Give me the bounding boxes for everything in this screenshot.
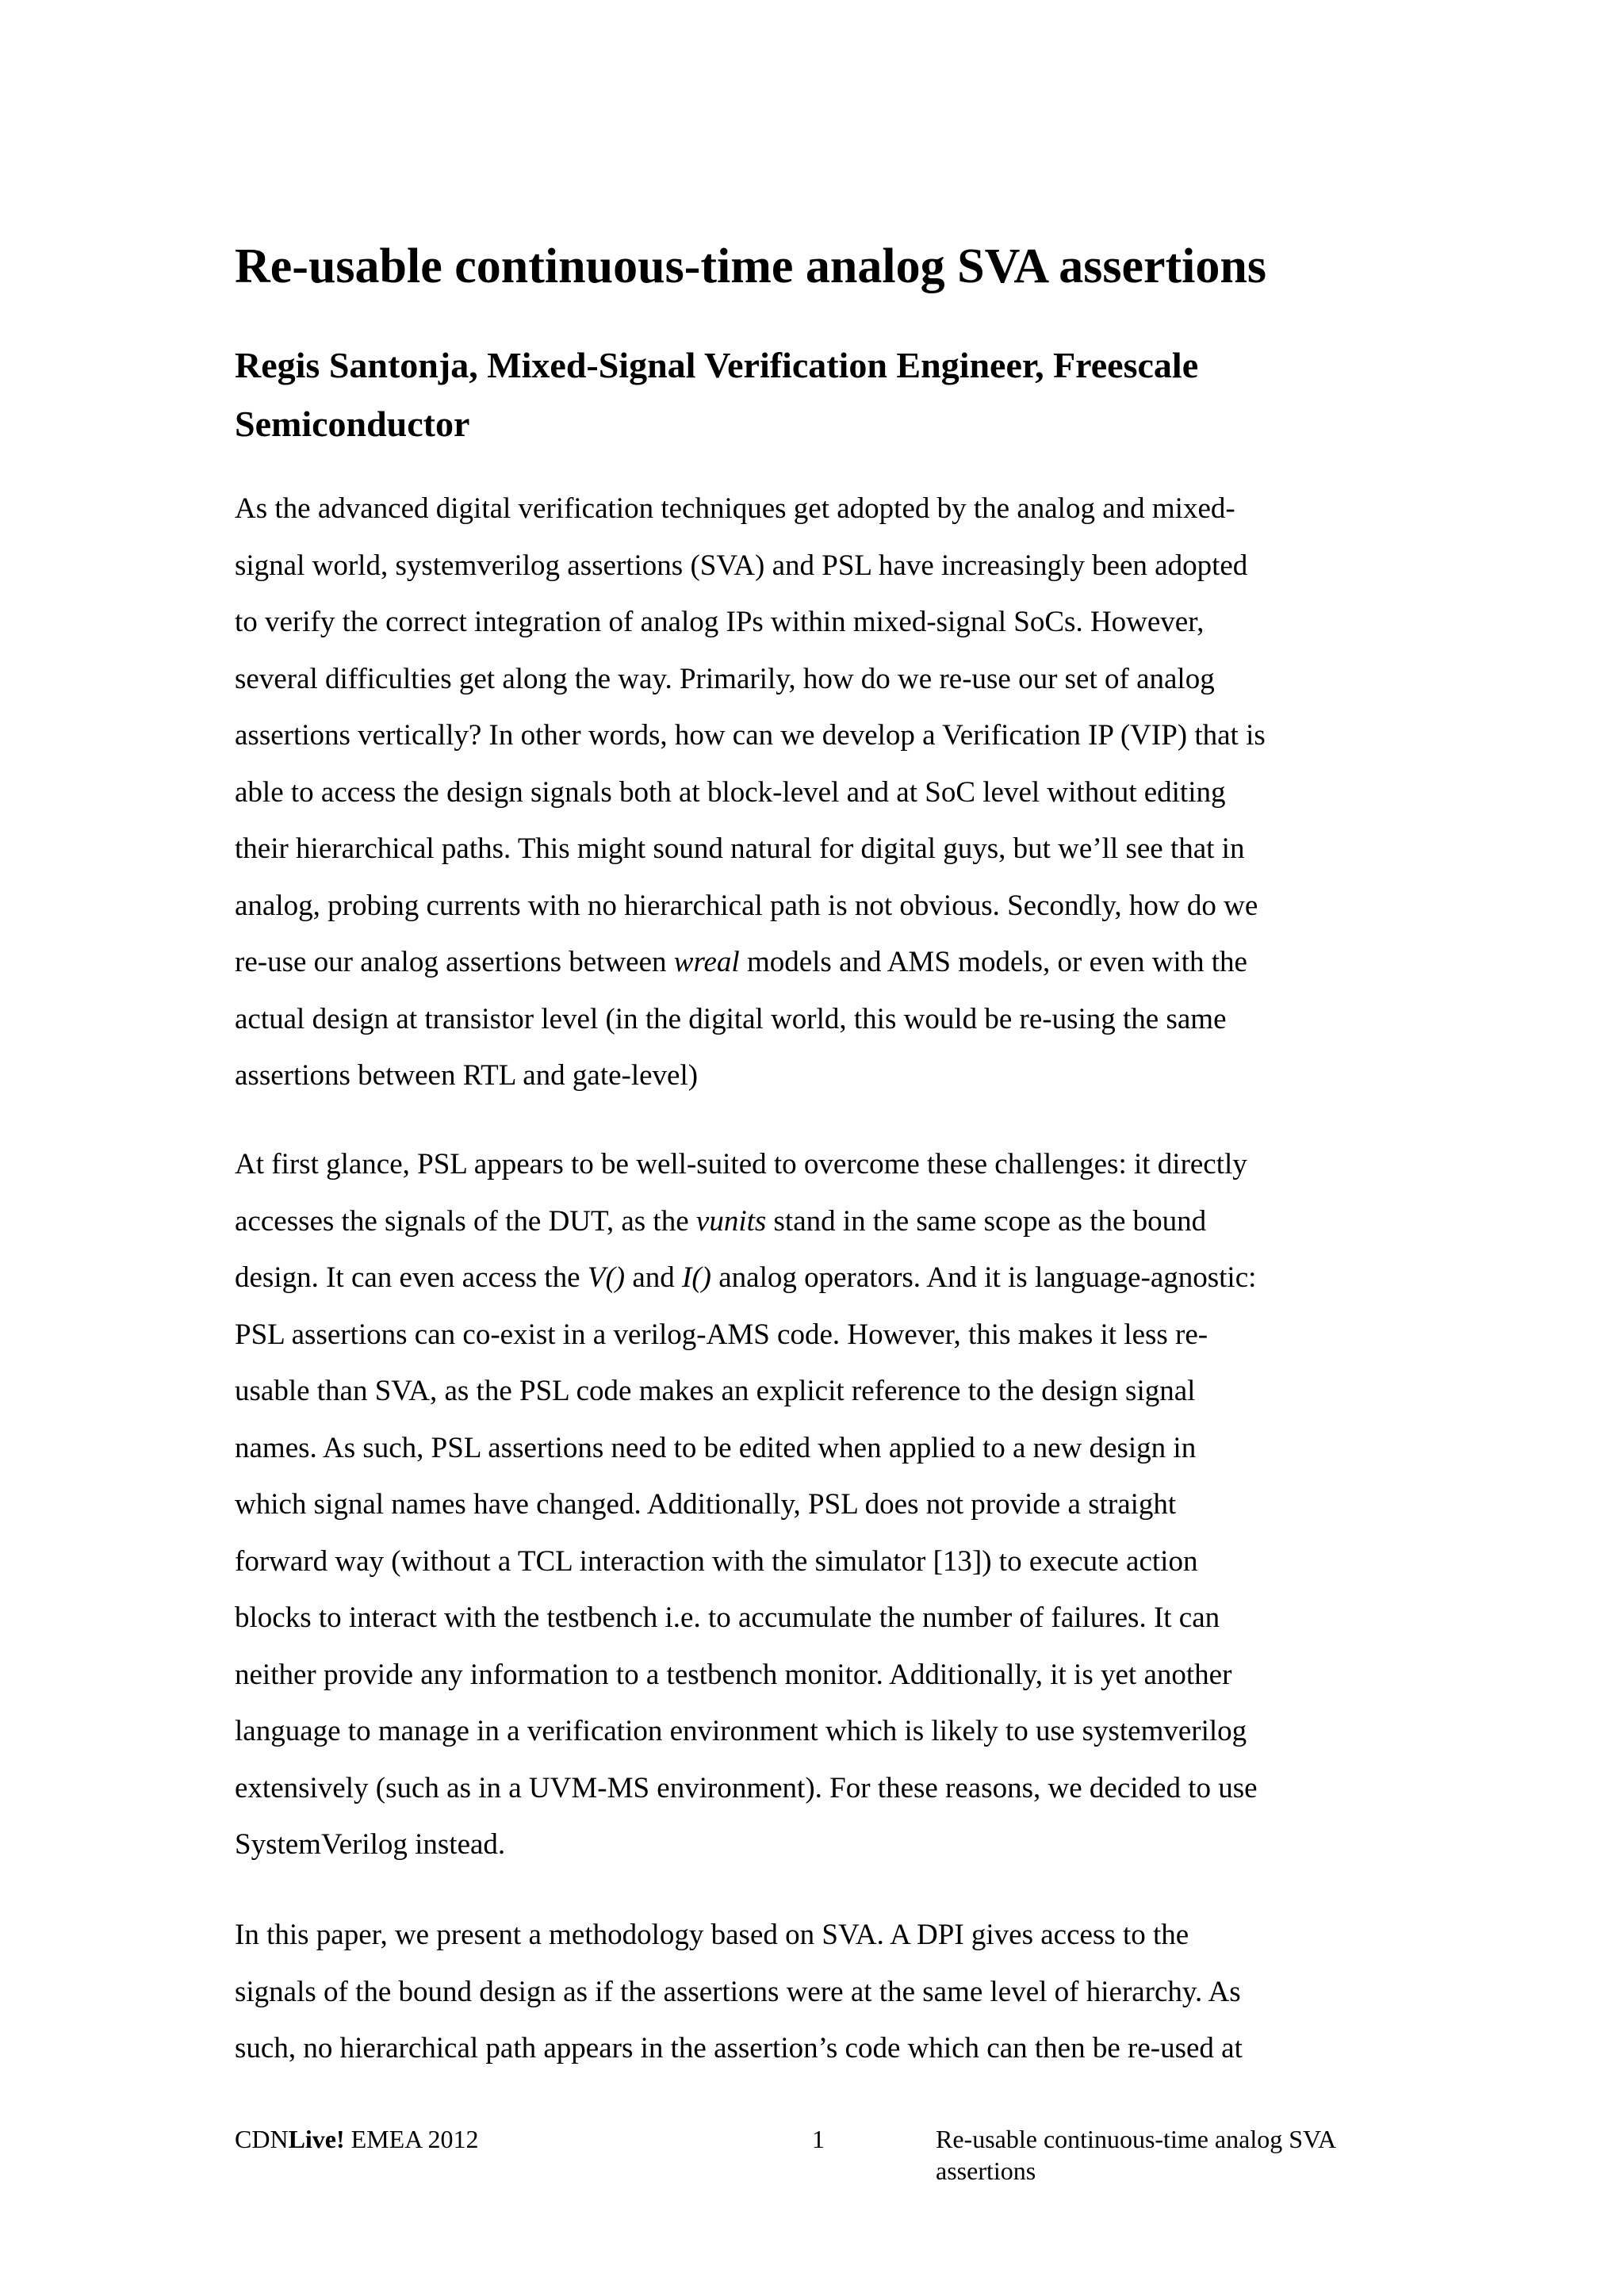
text-segment: several difficulties get along the way. Primarily, how do we re-use our set of analog (235, 662, 1215, 695)
text-segment: As the advanced digital verification techniques get adopted by the analog and mixed- (235, 492, 1235, 525)
text-segment: signal world, systemverilog assertions (SVA) and PSL have increasingly been adopted (235, 549, 1248, 582)
text-segment: forward way (without a TCL interaction with the simulator [13]) to execute action (235, 1544, 1198, 1578)
footer-conf-suffix: EMEA 2012 (344, 2125, 479, 2153)
text-segment: SystemVerilog instead. (235, 1828, 506, 1861)
footer-running-title: Re-usable continuous-time analog SVA assertions (936, 2125, 1335, 2185)
text-line (235, 1590, 1408, 1647)
text-segment: neither provide any information to a testbench monitor. Additionally, it is yet another (235, 1658, 1232, 1691)
text-line (235, 1363, 1408, 1420)
text-line (235, 1193, 1408, 1250)
text-segment: extensively (such as in a UVM-MS environment). For these reasons, we decided to use (235, 1771, 1258, 1804)
text-line (235, 1249, 1408, 1307)
text-line (235, 1760, 1408, 1817)
text-line (235, 1703, 1408, 1760)
paragraph-2 (235, 1136, 1408, 1873)
text-line (235, 1476, 1408, 1533)
footer-conference (235, 2123, 479, 2155)
text-segment: PSL assertions can co-exist in a verilog-AMS code. However, this makes it less re- (235, 1318, 1208, 1351)
text-line (235, 821, 1408, 878)
text-line (235, 934, 1408, 991)
text-segment: language to manage in a verification environment which is likely to use systemverilog (235, 1715, 1247, 1747)
italic-term: V() (587, 1261, 626, 1294)
text-segment: At first glance, PSL appears to be well-suited to overcome these challenges: it directly (235, 1148, 1247, 1181)
text-segment: assertions between RTL and gate-level) (235, 1059, 699, 1092)
text-line (235, 1533, 1408, 1590)
text-line (235, 1136, 1408, 1193)
text-line (235, 1307, 1408, 1364)
italic-term: I() (682, 1261, 711, 1294)
text-segment: assertions vertically? In other words, how can we develop a Verification IP (VIP) that is (235, 719, 1266, 752)
text-segment: design. It can even access the (235, 1261, 588, 1294)
text-segment: models and AMS models, or even with the (739, 946, 1247, 978)
text-segment: analog, probing currents with no hierarchical path is not obvious. Secondly, how do we (235, 889, 1258, 922)
text-segment: to verify the correct integration of analog IPs within mixed-signal SoCs. However, (235, 606, 1205, 638)
text-segment: such, no hierarchical path appears in the assertion’s code which can then be re-used at (235, 2032, 1243, 2064)
text-line (235, 1647, 1408, 1704)
text-line (235, 1964, 1408, 2021)
text-segment: their hierarchical paths. This might sound natural for digital guys, but we’ll see that in (235, 832, 1245, 865)
text-line (235, 878, 1408, 935)
text-segment: stand in the same scope as the bound (766, 1204, 1207, 1238)
text-line (235, 651, 1408, 708)
text-line (235, 480, 1408, 538)
italic-term: vunits (695, 1204, 767, 1238)
text-segment: able to access the design signals both at block-level and at SoC level without editing (235, 775, 1226, 809)
text-segment: names. As such, PSL assertions need to be edited when applied to a new design in (235, 1431, 1197, 1464)
text-segment: In this paper, we present a methodology based on SVA. A DPI gives access to the (235, 1919, 1189, 1951)
text-segment: blocks to interact with the testbench i.e. to accumulate the number of failures. It can (235, 1601, 1220, 1634)
paragraph-3 (235, 1907, 1408, 2077)
text-line (235, 1047, 1408, 1104)
text-segment: which signal names have changed. Additionally, PSL does not provide a straight (235, 1488, 1177, 1521)
text-segment: signals of the bound design as if the assertions were at the same level of hierarchy. As (235, 1975, 1241, 2008)
footer-conf-bold: Live! (288, 2125, 345, 2153)
italic-term: wreal (673, 946, 740, 978)
text-line (235, 594, 1408, 651)
text-line (235, 764, 1408, 821)
paper-title: Re-usable continuous-time analog SVA assertions (235, 239, 1267, 293)
footer-conf-prefix: CDN (235, 2125, 289, 2153)
author-line: Regis Santonja, Mixed-Signal Verification Engineer, Freescale Semiconductor (235, 345, 1199, 444)
paragraph-1 (235, 480, 1408, 1104)
text-line (235, 991, 1408, 1048)
text-segment: analog operators. And it is language-agnostic: (711, 1261, 1257, 1294)
text-segment: actual design at transistor level (in the digital world, this would be re-using the same (235, 1002, 1227, 1035)
text-segment: and (625, 1261, 683, 1294)
text-line (235, 538, 1408, 595)
text-line (235, 1907, 1408, 1964)
text-line (235, 707, 1408, 764)
text-segment: accesses the signals of the DUT, as the (235, 1204, 696, 1238)
text-segment: usable than SVA, as the PSL code makes an explicit reference to the design signal (235, 1375, 1196, 1407)
text-line (235, 1816, 1408, 1873)
text-segment: re-use our analog assertions between (235, 946, 674, 978)
text-line (235, 2020, 1408, 2077)
text-line (235, 1420, 1408, 1477)
page-number: 1 (812, 2125, 825, 2153)
